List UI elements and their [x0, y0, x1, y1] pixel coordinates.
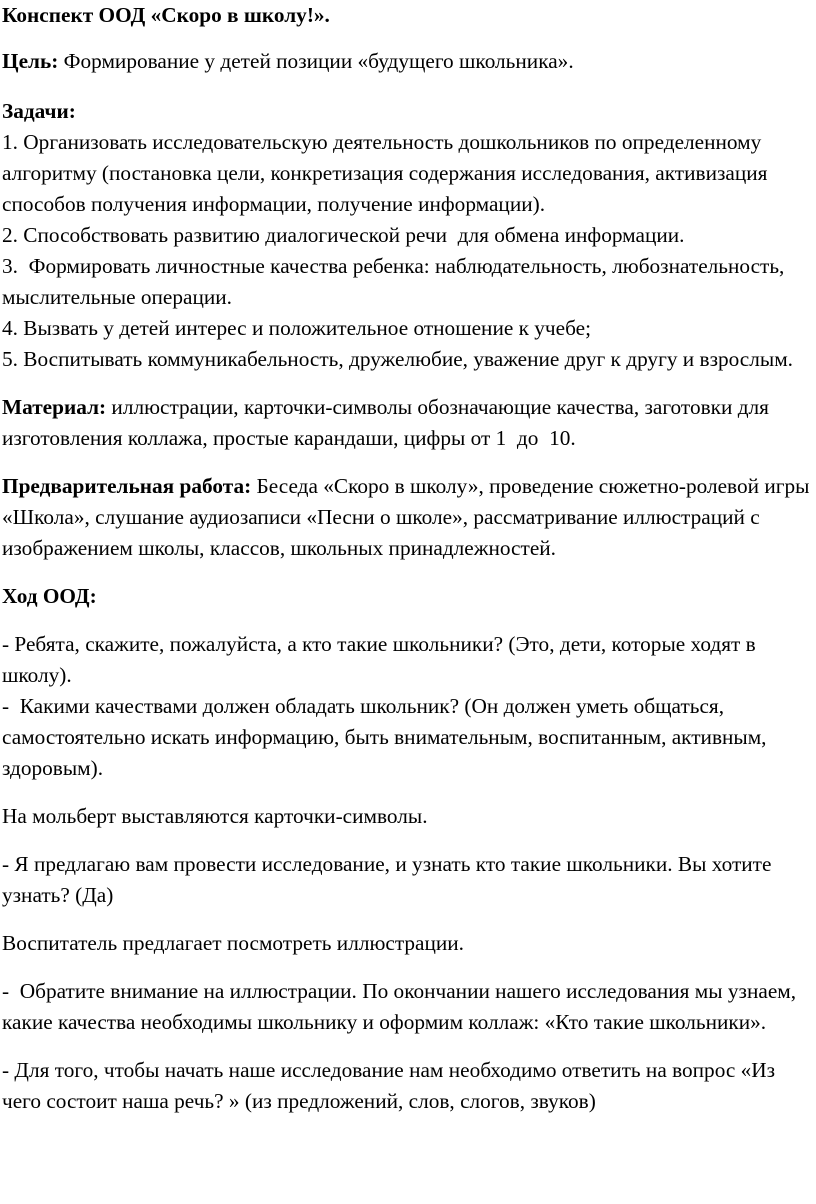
task-item: 4. Вызвать у детей интерес и положительное отношение к учебе; [2, 316, 592, 340]
prep-work-label: Предварительная работа: [2, 474, 252, 498]
goal-paragraph [2, 46, 814, 77]
task-item: 1. Организовать исследовательскую деятельность дошкольников по определенному алгоритму (постановка цели, конкретизация содержания исследования, активизация способов получения информации, получение информации). [2, 130, 773, 216]
course-paragraph: - Я предлагаю вам провести исследование, и узнать кто такие школьники. Вы хотите узнать? (Да) [2, 852, 777, 907]
prep-work-text: Беседа «Скоро в школу», проведение сюжетно-ролевой игры «Школа», слушание аудиозаписи «Песни о школе», рассматривание иллюстраций с изображением школы, классов, школьных принадлежностей. [2, 474, 815, 560]
material-label: Материал: [2, 395, 107, 419]
task-item: 5. Воспитывать коммуникабельность, дружелюбие, уважение друг к другу и взрослым. [2, 347, 793, 371]
document-title: Конспект ООД «Скоро в школу!». [2, 3, 330, 27]
task-item: 3. Формировать личностные качества ребенка: наблюдательность, любознательность, мыслительные операции. [2, 254, 790, 309]
course-paragraph: - Для того, чтобы начать наше исследование нам необходимо ответить на вопрос «Из чего состоит наша речь? » (из предложений, слов, слогов, звуков) [2, 1058, 781, 1113]
course-label: Ход ООД: [2, 584, 97, 608]
goal-label: Цель: [2, 49, 59, 73]
goal-text: Формирование у детей позиции «будущего школьника». [58, 49, 574, 73]
course-paragraph: - Ребята, скажите, пожалуйста, а кто такие школьники? (Это, дети, которые ходят в школу). - Какими качествами должен обладать школьник? (Он должен уметь общаться, самостоятельно искать информацию, быть внимательным, воспитанным, активным, здоровым). [2, 632, 767, 780]
document-page [2, 0, 814, 1117]
task-item: 2. Способствовать развитию диалогической речи для обмена информации. [2, 223, 685, 247]
course-paragraph: - Обратите внимание на иллюстрации. По окончании нашего исследования мы узнаем, какие качества необходимы школьнику и оформим коллаж: «Кто такие школьники». [2, 979, 802, 1034]
tasks-label: Задачи: [2, 99, 76, 123]
course-paragraph: Воспитатель предлагает посмотреть иллюстрации. [2, 931, 465, 955]
prep-work-paragraph [2, 471, 814, 564]
material-paragraph [2, 392, 814, 454]
material-text: иллюстрации, карточки-символы обозначающие качества, заготовки для изготовления коллажа, простые карандаши, цифры от 1 до 10. [2, 395, 775, 450]
course-paragraph: На мольберт выставляются карточки-символы. [2, 804, 428, 828]
